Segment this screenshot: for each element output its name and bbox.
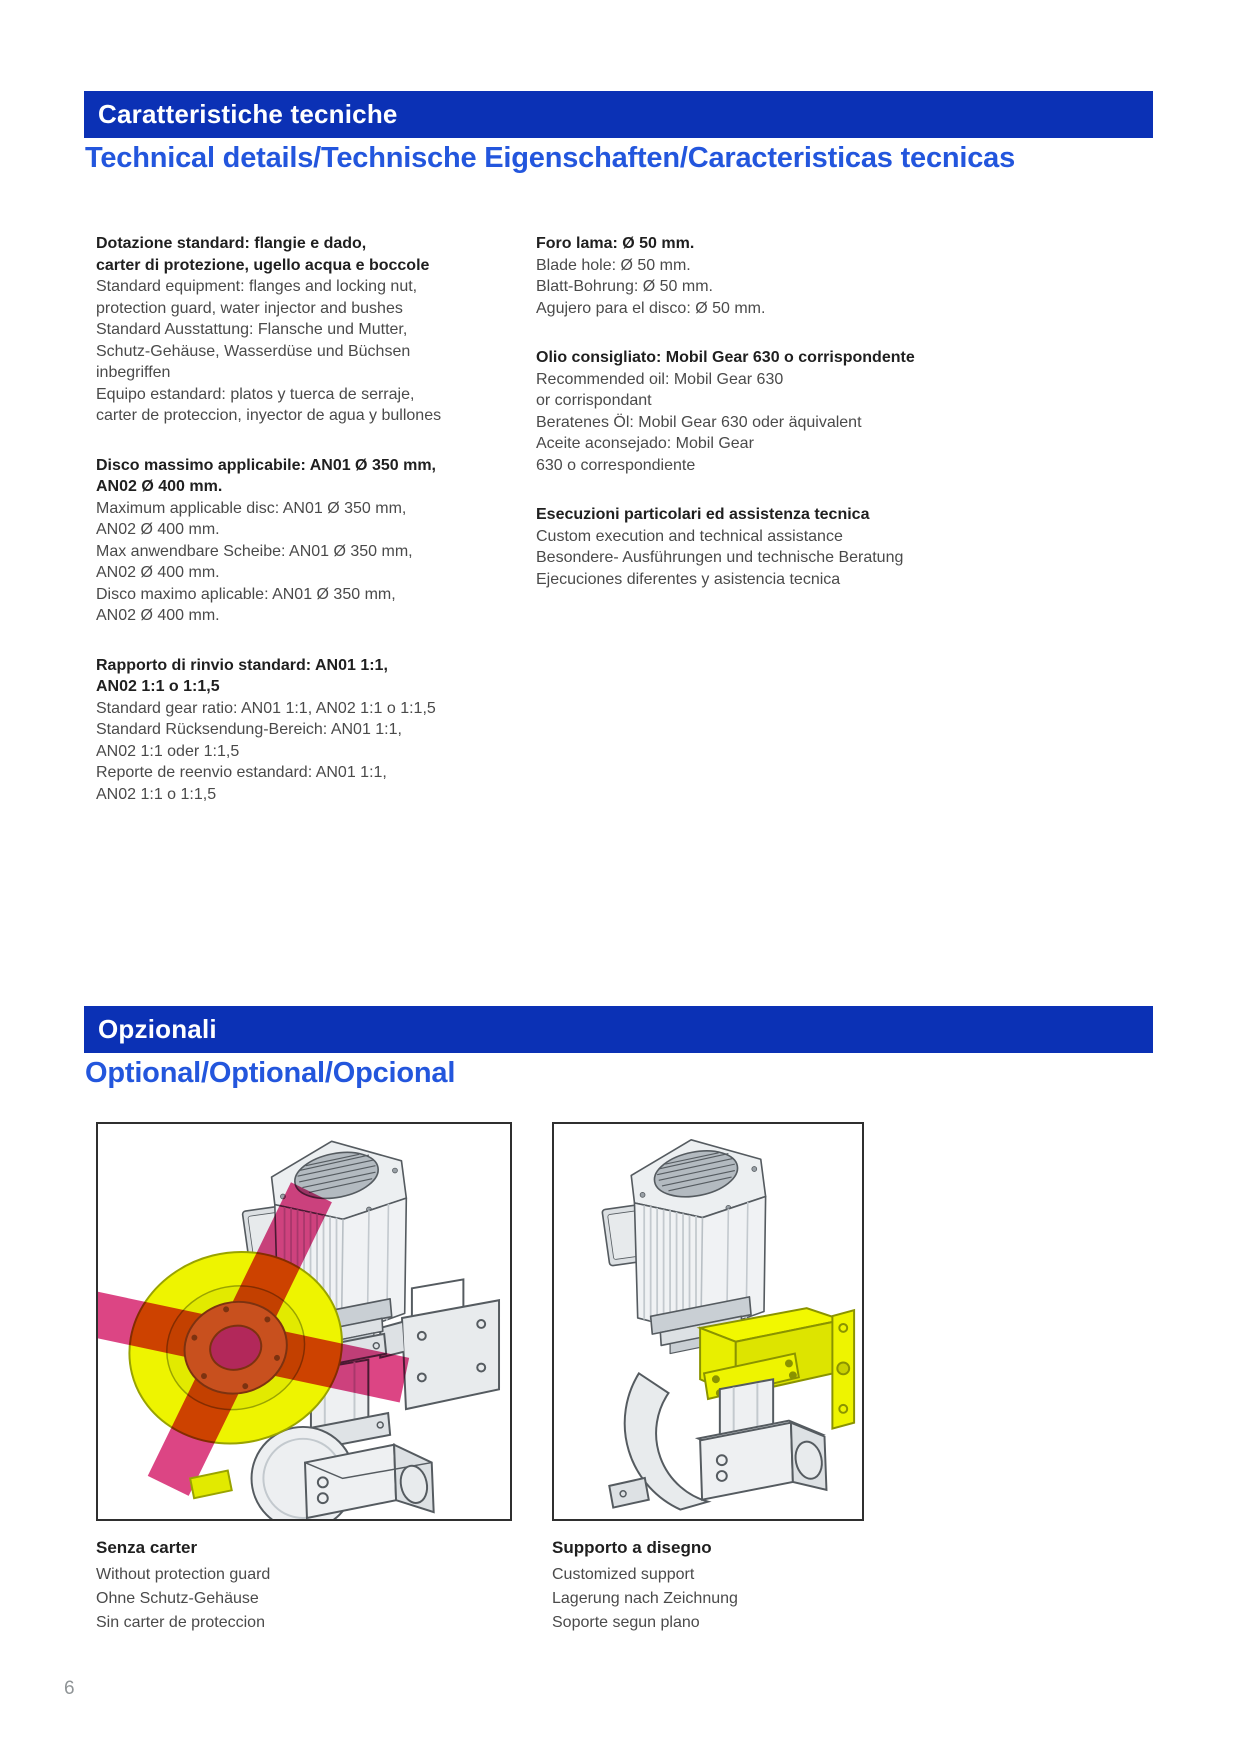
- heading-line: Esecuzioni particolari ed assistenza tecnica: [536, 506, 870, 523]
- body-line: Maximum applicable disc: AN01 Ø 350 mm,: [96, 499, 407, 517]
- body-line: carter de proteccion, inyector de agua y bullones: [96, 407, 442, 424]
- body-line: AN02 1:1 o 1:1,5: [96, 785, 217, 803]
- machine-with-customized-support-illustration: [554, 1124, 862, 1519]
- body-line: AN02 Ø 400 mm.: [96, 607, 220, 624]
- body-line: AN02 Ø 400 mm.: [96, 521, 220, 538]
- figure-caption-custom-support: [552, 1536, 738, 1635]
- body-line: Beratenes Öl: Mobil Gear 630 oder äquivalent: [536, 413, 862, 431]
- text-block: [96, 655, 520, 806]
- page-number: 6: [64, 1678, 75, 1699]
- heading-line: Disco massimo applicabile: AN01 Ø 350 mm,: [96, 456, 436, 474]
- body-line: Ejecuciones diferentes y asistencia tecnica: [536, 570, 841, 588]
- section2-title-bar: [84, 1006, 1153, 1053]
- body-line: Recommended oil: Mobil Gear 630: [536, 370, 784, 388]
- body-line: inbegriffen: [96, 364, 171, 381]
- figure-caption-title: Senza carter: [96, 1538, 198, 1557]
- text-block: [536, 347, 988, 476]
- body-line: Agujero para el disco: Ø 50 mm.: [536, 299, 766, 317]
- text-block: [536, 504, 988, 590]
- figure-caption-without-guard: [96, 1536, 270, 1635]
- body-line: Standard Rücksendung-Bereich: AN01 1:1,: [96, 721, 402, 738]
- body-line: Standard gear ratio: AN01 1:1, AN02 1:1 o 1:1,5: [96, 699, 436, 717]
- technical-column-left: [96, 233, 520, 833]
- body-line: Standard Ausstattung: Flansche und Mutter,: [96, 321, 408, 338]
- body-line: protection guard, water injector and bushes: [96, 299, 403, 317]
- heading-line: Dotazione standard: flangie e dado,: [96, 235, 367, 252]
- text-block: [96, 455, 520, 627]
- body-line: Standard equipment: flanges and locking nut,: [96, 278, 418, 295]
- body-line: Blade hole: Ø 50 mm.: [536, 256, 691, 274]
- body-line: Blatt-Bohrung: Ø 50 mm.: [536, 278, 713, 295]
- body-line: 630 o correspondiente: [536, 456, 696, 474]
- text-block: [536, 233, 988, 319]
- body-line: Besondere- Ausführungen und technische Beratung: [536, 549, 904, 566]
- text-block: [96, 233, 520, 427]
- body-line: Aceite aconsejado: Mobil Gear: [536, 435, 754, 452]
- figure-caption-line: Lagerung nach Zeichnung: [552, 1590, 738, 1607]
- section1-title-bar: [84, 91, 1153, 138]
- machine-without-protection-guard-illustration: [98, 1124, 510, 1519]
- body-line: Disco maximo aplicable: AN01 Ø 350 mm,: [96, 585, 396, 603]
- section2-title: Opzionali: [98, 1014, 217, 1044]
- figure-caption-line: Sin carter de proteccion: [96, 1614, 265, 1631]
- section1-subtitle: Technical details/Technische Eigenschaften/Caracteristicas tecnicas: [85, 142, 1016, 174]
- section2-subtitle: Optional/Optional/Opcional: [85, 1057, 456, 1089]
- figure-box-without-guard: [96, 1122, 512, 1521]
- heading-line: AN02 1:1 o 1:1,5: [96, 678, 220, 695]
- body-line: AN02 1:1 oder 1:1,5: [96, 742, 240, 760]
- body-line: Schutz-Gehäuse, Wasserdüse und Büchsen: [96, 342, 411, 360]
- heading-line: Olio consigliato: Mobil Gear 630 o corrispondente: [536, 349, 915, 366]
- body-line: Custom execution and technical assistance: [536, 527, 843, 545]
- figure-caption-line: Ohne Schutz-Gehäuse: [96, 1590, 259, 1607]
- heading-line: carter di protezione, ugello acqua e boccole: [96, 256, 430, 274]
- figure-caption-line: Without protection guard: [96, 1566, 271, 1583]
- body-line: Equipo estandard: platos y tuerca de serraje,: [96, 385, 415, 403]
- heading-line: Rapporto di rinvio standard: AN01 1:1,: [96, 656, 388, 674]
- heading-line: Foro lama: Ø 50 mm.: [536, 235, 695, 252]
- body-line: AN02 Ø 400 mm.: [96, 564, 220, 581]
- figure-caption-line: Customized support: [552, 1566, 695, 1583]
- figure-caption-title: Supporto a disegno: [552, 1538, 712, 1557]
- body-line: Max anwendbare Scheibe: AN01 Ø 350 mm,: [96, 542, 413, 560]
- body-line: Reporte de reenvio estandard: AN01 1:1,: [96, 764, 387, 781]
- heading-line: AN02 Ø 400 mm.: [96, 478, 223, 495]
- figure-box-custom-support: [552, 1122, 864, 1521]
- technical-column-right: [536, 233, 988, 618]
- section1-title: Caratteristiche tecniche: [98, 99, 398, 129]
- figure-caption-line: Soporte segun plano: [552, 1614, 700, 1631]
- body-line: or corrispondant: [536, 392, 652, 409]
